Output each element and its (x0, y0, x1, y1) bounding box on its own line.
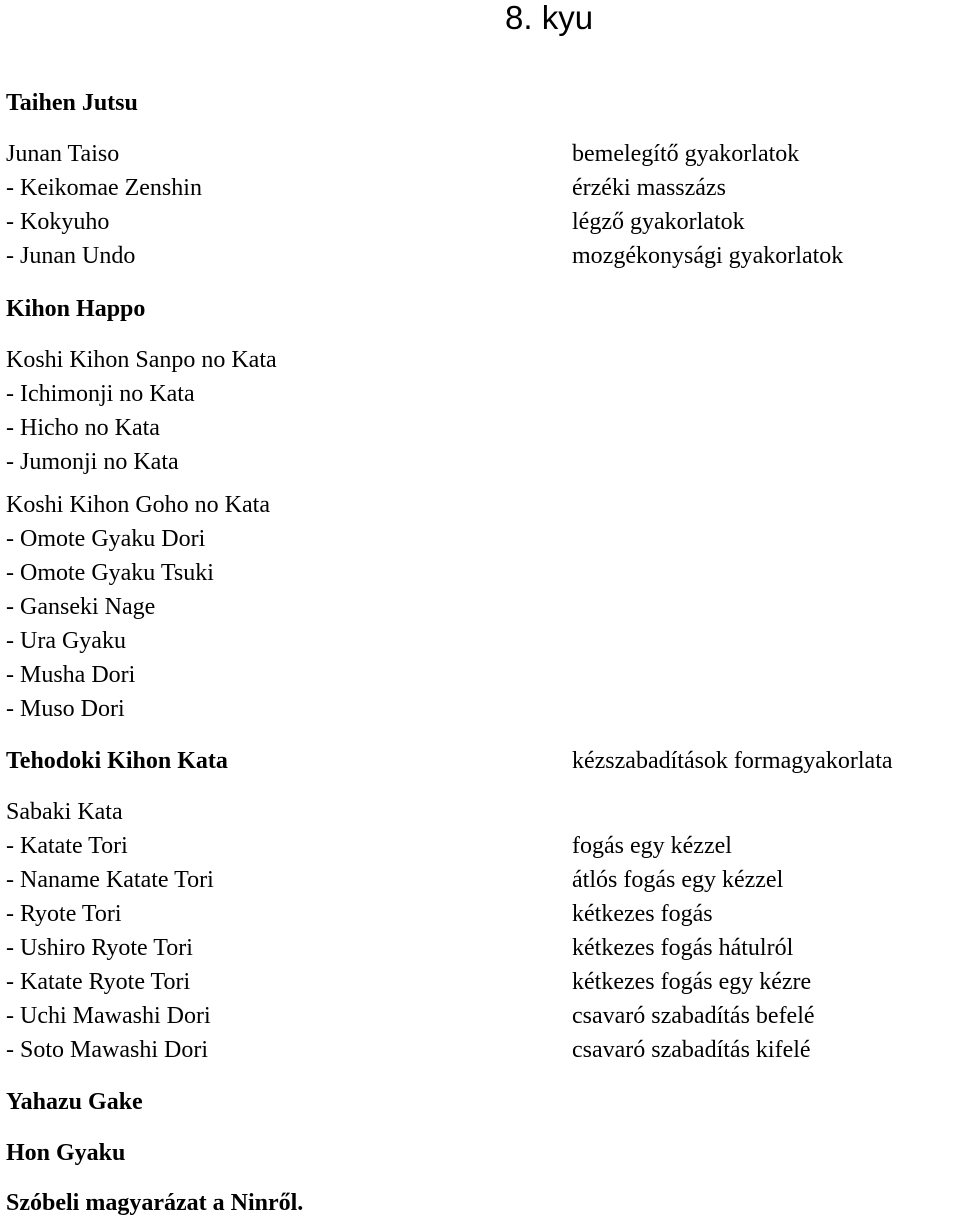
section-heading-kihon-happo: Kihon Happo (6, 296, 146, 322)
list-item (6, 1033, 811, 1067)
list-item (6, 931, 794, 965)
translation: kétkezes fogás egy kézre (572, 969, 812, 995)
term: - Katate Ryote Tori (6, 969, 191, 995)
translation: kétkezes fogás hátulról (572, 935, 794, 961)
translation: fogás egy kézzel (572, 833, 732, 859)
term: - Kokyuho (6, 209, 110, 235)
term: - Ryote Tori (6, 901, 122, 927)
list-item: - Hicho no Kata (6, 415, 160, 441)
section-heading-yahazu-gake: Yahazu Gake (6, 1089, 143, 1115)
list-item: - Omote Gyaku Tsuki (6, 560, 214, 586)
section-heading-oral-explanation: Szóbeli magyarázat a Ninről. (6, 1190, 304, 1216)
list-item: - Musha Dori (6, 662, 136, 688)
list-item: - Ura Gyaku (6, 628, 126, 654)
section-heading-hon-gyaku: Hon Gyaku (6, 1140, 126, 1166)
term: - Uchi Mawashi Dori (6, 1003, 211, 1029)
list-item: Koshi Kihon Sanpo no Kata (6, 347, 277, 373)
translation: kétkezes fogás (572, 901, 713, 927)
term: - Keikomae Zenshin (6, 175, 202, 201)
term: - Ushiro Ryote Tori (6, 935, 193, 961)
term: - Junan Undo (6, 243, 136, 269)
list-item: - Jumonji no Kata (6, 449, 179, 475)
term: - Soto Mawashi Dori (6, 1037, 208, 1063)
term: Sabaki Kata (6, 799, 123, 825)
list-item: - Ichimonji no Kata (6, 381, 195, 407)
list-item (6, 897, 713, 931)
translation: mozgékonysági gyakorlatok (572, 243, 844, 269)
list-item (6, 137, 800, 171)
list-item (6, 171, 726, 205)
list-item (6, 205, 745, 239)
translation: csavaró szabadítás befelé (572, 1003, 815, 1029)
translation: légző gyakorlatok (572, 209, 745, 235)
list-item (6, 795, 123, 829)
list-item (6, 965, 812, 999)
translation: csavaró szabadítás kifelé (572, 1037, 811, 1063)
term: - Naname Katate Tori (6, 867, 214, 893)
translation: érzéki masszázs (572, 175, 726, 201)
list-item: - Omote Gyaku Dori (6, 526, 206, 552)
section-heading-tehodoki-kihon-kata: Tehodoki Kihon Kata (6, 748, 228, 774)
list-item (6, 829, 732, 863)
section-heading-taihen-jutsu: Taihen Jutsu (6, 90, 138, 116)
term: - Katate Tori (6, 833, 128, 859)
list-item: Koshi Kihon Goho no Kata (6, 492, 270, 518)
list-item (6, 999, 815, 1033)
list-item: - Ganseki Nage (6, 594, 156, 620)
translation: bemelegítő gyakorlatok (572, 141, 800, 167)
list-item (6, 239, 844, 273)
list-item (6, 744, 893, 778)
translation: kézszabadítások formagyakorlata (572, 748, 893, 774)
translation: átlós fogás egy kézzel (572, 867, 784, 893)
list-item: - Muso Dori (6, 696, 125, 722)
list-item (6, 863, 784, 897)
page-title: 8. kyu (505, 0, 594, 36)
term: Junan Taiso (6, 141, 120, 167)
